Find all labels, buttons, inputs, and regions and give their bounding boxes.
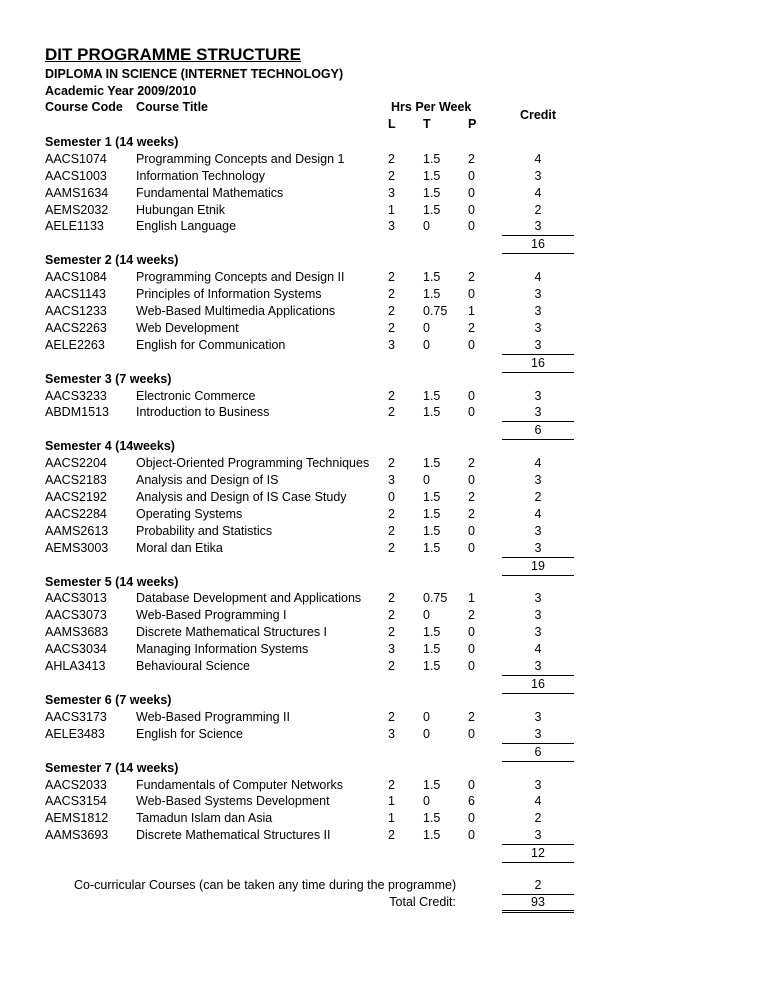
programme-name: DIPLOMA IN SCIENCE (INTERNET TECHNOLOGY): [45, 67, 344, 81]
co-curricular-label: Co-curricular Courses (can be taken any time during the programme): [74, 878, 457, 893]
course-credit: 4: [534, 506, 542, 521]
practical-hours: 0: [468, 202, 475, 217]
course-credit: 4: [534, 270, 542, 285]
course-code: AACS2204: [45, 456, 107, 471]
course-row: [45, 641, 585, 658]
practical-hours: 0: [468, 625, 475, 640]
course-code: AELE2263: [45, 337, 105, 352]
semester-heading: Semester 7 (14 weeks): [45, 760, 179, 775]
course-code: AACS2033: [45, 777, 107, 792]
tutorial-hours: 1.5: [423, 405, 441, 420]
practical-hours: 0: [468, 642, 475, 657]
practical-hours: 0: [468, 540, 475, 555]
course-credit: 3: [534, 337, 542, 352]
practical-hours: 0: [468, 388, 475, 403]
course-row: [45, 624, 585, 641]
course-credit: 4: [534, 151, 542, 166]
practical-hours: 0: [468, 777, 475, 792]
course-credit: 3: [534, 287, 542, 302]
practical-hours: 0: [468, 287, 475, 302]
lecture-hours: 3: [388, 219, 395, 234]
semester-heading: Semester 6 (7 weeks): [45, 692, 172, 707]
practical-hours: 0: [468, 168, 475, 183]
semester-heading: Semester 1 (14 weeks): [45, 135, 179, 149]
lecture-hours: 2: [388, 625, 395, 640]
course-credit: 3: [534, 777, 542, 792]
practical-hours: 0: [468, 473, 475, 488]
table-header: [45, 100, 585, 134]
header-l: L: [388, 117, 396, 131]
course-code: AACS3233: [45, 388, 107, 403]
course-title: Programming Concepts and Design II: [136, 270, 345, 285]
total-credit-row: [45, 894, 585, 911]
course-credit: 2: [534, 490, 542, 505]
course-code: AHLA3413: [45, 659, 106, 674]
course-credit: 3: [534, 320, 542, 335]
semester-total-row: [45, 844, 585, 861]
semester-block: [45, 574, 585, 692]
course-title: Behavioural Science: [136, 659, 250, 674]
course-row: [45, 269, 585, 286]
course-credit: 2: [534, 811, 542, 826]
semester-total-row: [45, 235, 585, 252]
course-credit: 3: [534, 168, 542, 183]
semester-total-credit: 16: [502, 354, 574, 373]
lecture-hours: 2: [388, 270, 395, 285]
course-title: Principles of Information Systems: [136, 287, 322, 302]
tutorial-hours: 1.5: [423, 540, 441, 555]
tutorial-hours: 0: [423, 219, 430, 234]
course-row: [45, 303, 585, 320]
course-row: [45, 793, 585, 810]
semester-total-row: [45, 557, 585, 574]
practical-hours: 0: [468, 811, 475, 826]
lecture-hours: 2: [388, 523, 395, 538]
header-p: P: [468, 117, 477, 131]
semester-heading: Semester 5 (14 weeks): [45, 574, 179, 589]
tutorial-hours: 0: [423, 320, 430, 335]
header-course-title: Course Title: [136, 100, 209, 114]
course-credit: 4: [534, 642, 542, 657]
tutorial-hours: 1.5: [423, 506, 441, 521]
course-credit: 3: [534, 709, 542, 724]
course-credit: 4: [534, 794, 542, 809]
semester-total-credit: 19: [502, 557, 574, 576]
header-t: T: [423, 117, 431, 131]
course-row: [45, 506, 585, 523]
semester-total-credit: 6: [502, 743, 574, 762]
course-row: [45, 404, 585, 421]
course-code: AAMS3693: [45, 828, 109, 843]
lecture-hours: 2: [388, 287, 395, 302]
course-row: [45, 320, 585, 337]
semester-total-credit: 12: [502, 844, 574, 863]
course-code: AACS2263: [45, 320, 107, 335]
course-credit: 3: [534, 473, 542, 488]
course-code: AAMS3683: [45, 625, 109, 640]
tutorial-hours: 0.75: [423, 304, 448, 319]
course-title: Web Development: [136, 320, 239, 335]
co-curricular-row: [45, 877, 585, 894]
tutorial-hours: 0: [423, 337, 430, 352]
course-title: English Language: [136, 219, 237, 234]
practical-hours: 2: [468, 506, 475, 521]
practical-hours: 0: [468, 726, 475, 741]
lecture-hours: 3: [388, 726, 395, 741]
course-title: Introduction to Business: [136, 405, 270, 420]
lecture-hours: 2: [388, 304, 395, 319]
tutorial-hours: 1.5: [423, 811, 441, 826]
semester-block: [45, 252, 585, 370]
course-row: [45, 777, 585, 794]
lecture-hours: 2: [388, 828, 395, 843]
course-code: AEMS3003: [45, 540, 109, 555]
course-row: [45, 489, 585, 506]
tutorial-hours: 0: [423, 709, 430, 724]
tutorial-hours: 1.5: [423, 151, 441, 166]
lecture-hours: 2: [388, 168, 395, 183]
tutorial-hours: 1.5: [423, 456, 441, 471]
practical-hours: 2: [468, 320, 475, 335]
course-row: [45, 472, 585, 489]
course-title: Electronic Commerce: [136, 388, 256, 403]
course-row: [45, 607, 585, 624]
course-code: AACS1084: [45, 270, 107, 285]
course-code: AEMS2032: [45, 202, 109, 217]
course-row: [45, 202, 585, 219]
course-title: Programming Concepts and Design 1: [136, 151, 345, 166]
course-code: AACS1233: [45, 304, 107, 319]
lecture-hours: 3: [388, 185, 395, 200]
lecture-hours: 2: [388, 591, 395, 606]
semester-block: [45, 371, 585, 439]
practical-hours: 2: [468, 151, 475, 166]
practical-hours: 0: [468, 523, 475, 538]
course-title: Database Development and Applications: [136, 591, 362, 606]
lecture-hours: 1: [388, 202, 395, 217]
document-title: DIT PROGRAMME STRUCTURE: [45, 45, 301, 64]
course-title: Hubungan Etnik: [136, 202, 225, 217]
course-credit: 3: [534, 388, 542, 403]
course-code: AELE3483: [45, 726, 105, 741]
tutorial-hours: 1.5: [423, 168, 441, 183]
course-title: Discrete Mathematical Structures II: [136, 828, 331, 843]
practical-hours: 0: [468, 828, 475, 843]
lecture-hours: 2: [388, 405, 395, 420]
course-title: Information Technology: [136, 168, 266, 183]
course-credit: 4: [534, 185, 542, 200]
practical-hours: 2: [468, 270, 475, 285]
course-code: AACS3034: [45, 642, 107, 657]
course-row: [45, 388, 585, 405]
lecture-hours: 2: [388, 320, 395, 335]
course-code: AACS3154: [45, 794, 107, 809]
course-credit: 3: [534, 540, 542, 555]
practical-hours: 2: [468, 608, 475, 623]
course-credit: 3: [534, 726, 542, 741]
semester-total-credit: 16: [502, 235, 574, 254]
semester-block: [45, 438, 585, 573]
lecture-hours: 2: [388, 388, 395, 403]
semester-total-row: [45, 675, 585, 692]
course-title: Object-Oriented Programming Techniques: [136, 456, 370, 471]
semester-total-row: [45, 421, 585, 438]
lecture-hours: 1: [388, 794, 395, 809]
course-row: [45, 286, 585, 303]
course-title: Web-Based Programming I: [136, 608, 287, 623]
practical-hours: 0: [468, 337, 475, 352]
tutorial-hours: 0: [423, 473, 430, 488]
tutorial-hours: 1.5: [423, 490, 441, 505]
semester-block: [45, 134, 585, 252]
tutorial-hours: 1.5: [423, 202, 441, 217]
course-credit: 3: [534, 828, 542, 843]
lecture-hours: 2: [388, 709, 395, 724]
course-title: Probability and Statistics: [136, 523, 273, 538]
tutorial-hours: 0: [423, 726, 430, 741]
lecture-hours: 2: [388, 608, 395, 623]
practical-hours: 1: [468, 304, 475, 319]
semester-heading: Semester 4 (14weeks): [45, 439, 175, 454]
course-row: [45, 810, 585, 827]
course-credit: 4: [534, 456, 542, 471]
practical-hours: 2: [468, 456, 475, 471]
programme-document: [45, 44, 585, 911]
tutorial-hours: 1.5: [423, 659, 441, 674]
tutorial-hours: 1.5: [423, 388, 441, 403]
semester-heading: Semester 3 (7 weeks): [45, 371, 172, 386]
course-row: [45, 151, 585, 168]
lecture-hours: 2: [388, 151, 395, 166]
course-title: Analysis and Design of IS: [136, 473, 279, 488]
header-hrs-per-week: Hrs Per Week: [391, 100, 472, 114]
semester-total-credit: 16: [502, 675, 574, 694]
course-code: ABDM1513: [45, 405, 109, 420]
tutorial-hours: 1.5: [423, 185, 441, 200]
practical-hours: 2: [468, 490, 475, 505]
course-title: Web-Based Multimedia Applications: [136, 304, 336, 319]
course-credit: 3: [534, 625, 542, 640]
semester-list: [45, 134, 585, 861]
course-row: [45, 590, 585, 607]
course-row: [45, 658, 585, 675]
lecture-hours: 2: [388, 777, 395, 792]
total-credit-value: 93: [502, 894, 574, 913]
course-credit: 3: [534, 591, 542, 606]
header-credit: Credit: [519, 108, 557, 122]
practical-hours: 0: [468, 185, 475, 200]
lecture-hours: 2: [388, 659, 395, 674]
course-title: Fundamentals of Computer Networks: [136, 777, 344, 792]
course-title: Moral dan Etika: [136, 540, 223, 555]
tutorial-hours: 1.5: [423, 642, 441, 657]
course-credit: 2: [534, 202, 542, 217]
course-row: [45, 337, 585, 354]
course-title: Tamadun Islam dan Asia: [136, 811, 273, 826]
course-title: Discrete Mathematical Structures I: [136, 625, 328, 640]
total-credit-label: Total Credit:: [389, 895, 456, 910]
practical-hours: 1: [468, 591, 475, 606]
tutorial-hours: 0: [423, 794, 430, 809]
course-code: AACS3173: [45, 709, 107, 724]
tutorial-hours: 1.5: [423, 270, 441, 285]
course-title: Analysis and Design of IS Case Study: [136, 490, 347, 505]
semester-block: [45, 692, 585, 760]
course-row: [45, 185, 585, 202]
practical-hours: 2: [468, 709, 475, 724]
course-credit: 3: [534, 304, 542, 319]
tutorial-hours: 1.5: [423, 828, 441, 843]
course-code: AACS2192: [45, 490, 107, 505]
course-code: AAMS2613: [45, 523, 109, 538]
co-curricular-credit: 2: [534, 878, 542, 893]
course-code: AAMS1634: [45, 185, 109, 200]
course-row: [45, 540, 585, 557]
practical-hours: 0: [468, 405, 475, 420]
course-credit: 3: [534, 659, 542, 674]
course-row: [45, 709, 585, 726]
semester-block: [45, 760, 585, 861]
lecture-hours: 0: [388, 490, 395, 505]
tutorial-hours: 1.5: [423, 287, 441, 302]
course-title: Operating Systems: [136, 506, 243, 521]
course-row: [45, 726, 585, 743]
tutorial-hours: 0.75: [423, 591, 448, 606]
course-row: [45, 168, 585, 185]
course-code: AACS2183: [45, 473, 107, 488]
header-course-code: Course Code: [45, 100, 123, 114]
course-row: [45, 218, 585, 235]
course-code: AACS3013: [45, 591, 107, 606]
course-code: AELE1133: [45, 219, 104, 234]
course-credit: 3: [534, 219, 542, 234]
course-title: Fundamental Mathematics: [136, 185, 284, 200]
lecture-hours: 3: [388, 473, 395, 488]
semester-total-row: [45, 354, 585, 371]
course-row: [45, 827, 585, 844]
course-credit: 3: [534, 523, 542, 538]
lecture-hours: 2: [388, 456, 395, 471]
lecture-hours: 3: [388, 642, 395, 657]
lecture-hours: 2: [388, 506, 395, 521]
tutorial-hours: 1.5: [423, 625, 441, 640]
semester-heading: Semester 2 (14 weeks): [45, 253, 179, 268]
course-row: [45, 523, 585, 540]
lecture-hours: 2: [388, 540, 395, 555]
semester-total-row: [45, 743, 585, 760]
tutorial-hours: 0: [423, 608, 430, 623]
course-title: English for Communication: [136, 337, 286, 352]
practical-hours: 0: [468, 659, 475, 674]
course-credit: 3: [534, 608, 542, 623]
practical-hours: 6: [468, 794, 475, 809]
course-title: English for Science: [136, 726, 244, 741]
lecture-hours: 3: [388, 337, 395, 352]
course-row: [45, 455, 585, 472]
practical-hours: 0: [468, 219, 475, 234]
tutorial-hours: 1.5: [423, 777, 441, 792]
lecture-hours: 1: [388, 811, 395, 826]
semester-total-credit: 6: [502, 421, 574, 440]
course-code: AACS1074: [45, 151, 107, 166]
tutorial-hours: 1.5: [423, 523, 441, 538]
course-code: AACS1143: [45, 287, 106, 302]
course-credit: 3: [534, 405, 542, 420]
academic-year: Academic Year 2009/2010: [45, 84, 197, 98]
course-code: AEMS1812: [45, 811, 109, 826]
course-title: Web-Based Programming II: [136, 709, 290, 724]
course-title: Web-Based Systems Development: [136, 794, 330, 809]
course-code: AACS3073: [45, 608, 107, 623]
course-code: AACS2284: [45, 506, 107, 521]
course-title: Managing Information Systems: [136, 642, 309, 657]
course-code: AACS1003: [45, 168, 107, 183]
